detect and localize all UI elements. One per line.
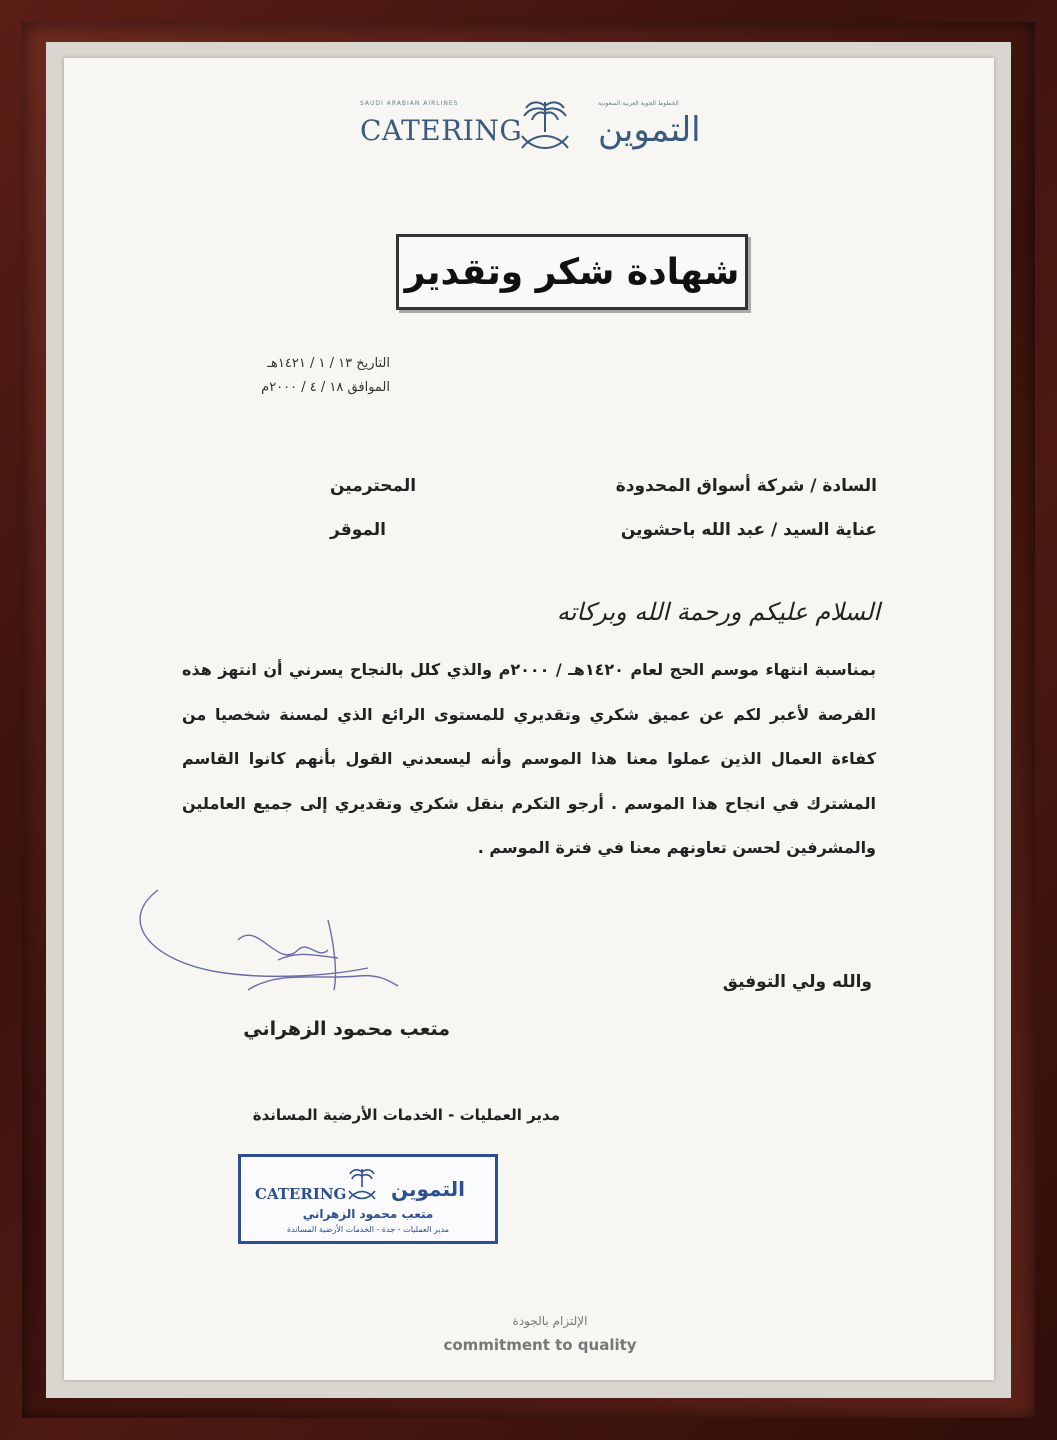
logo-en-subtitle: SAUDI ARABIAN AIRLINES: [360, 100, 459, 107]
recipient-company: السادة / شركة أسواق المحدودة: [615, 476, 877, 496]
logo-ar-subtitle: الخطوط الجوية العربية السعودية: [598, 100, 679, 107]
footer-motto-ar: الإلتزام بالجودة: [512, 1314, 588, 1328]
stamp-person-name: متعب محمود الزهراني: [302, 1207, 434, 1221]
footer-motto-en: commitment to quality: [443, 1336, 637, 1354]
closing-phrase: والله ولي التوفيق: [722, 972, 872, 992]
stamp-ar-name: التموين: [391, 1177, 465, 1201]
signer-position: مدير العمليات - الخدمات الأرضية المساندة: [252, 1106, 560, 1124]
hijri-date: التاريخ ١٣ / ١ / ١٤٢١هـ: [267, 356, 390, 371]
certificate-title: شهادة شكر وتقدير: [404, 251, 740, 293]
palm-swords-emblem-icon: [510, 92, 580, 162]
signer-name: متعب محمود الزهراني: [243, 1018, 450, 1040]
gregorian-date: الموافق ١٨ / ٤ / ٢٠٠٠م: [261, 380, 390, 395]
logo-en-name: CATERING: [360, 114, 523, 147]
recipient-honorific: المحترمين: [330, 476, 417, 496]
certificate-title-box: [396, 234, 748, 310]
signature-scribble: [128, 880, 428, 1020]
catering-logo: [360, 92, 740, 172]
certificate-body: بمناسبة انتهاء موسم الحج لعام ١٤٢٠هـ / ٢٠٠٠م والذي كلل بالنجاح يسرني أن انتهز هذه الفرصة لأعبر لكم عن عميق شكري وتقديري للمستوى الرائع الذي لمسنة شخصيا من كفاءة العمال الذين عملوا معنا هذا الموسم وأنه ليسعدني القول بأنهم كانوا القاسم المشترك في انجاح هذا الموسم . أرجو التكرم بنقل شكري وتقديري إلى جميع العاملين والمشرفين لحسن تعاونهم معنا في فترة الموسم .: [182, 660, 877, 857]
stamp-role: مدير العمليات - جدة - الخدمات الأرضية المساندة: [286, 1225, 450, 1234]
logo-ar-name: التموين: [598, 110, 701, 150]
greeting: السلام عليكم ورحمة الله وبركاته: [556, 598, 880, 626]
date-block: [170, 352, 390, 400]
recipient-person: عناية السيد / عبد الله باحشوين: [620, 520, 877, 540]
stamp-en-name: CATERING: [255, 1185, 347, 1203]
stamp-emblem-icon: [345, 1165, 379, 1205]
official-stamp: [238, 1154, 498, 1244]
recipient-person-honorific: الموقر: [330, 520, 386, 540]
